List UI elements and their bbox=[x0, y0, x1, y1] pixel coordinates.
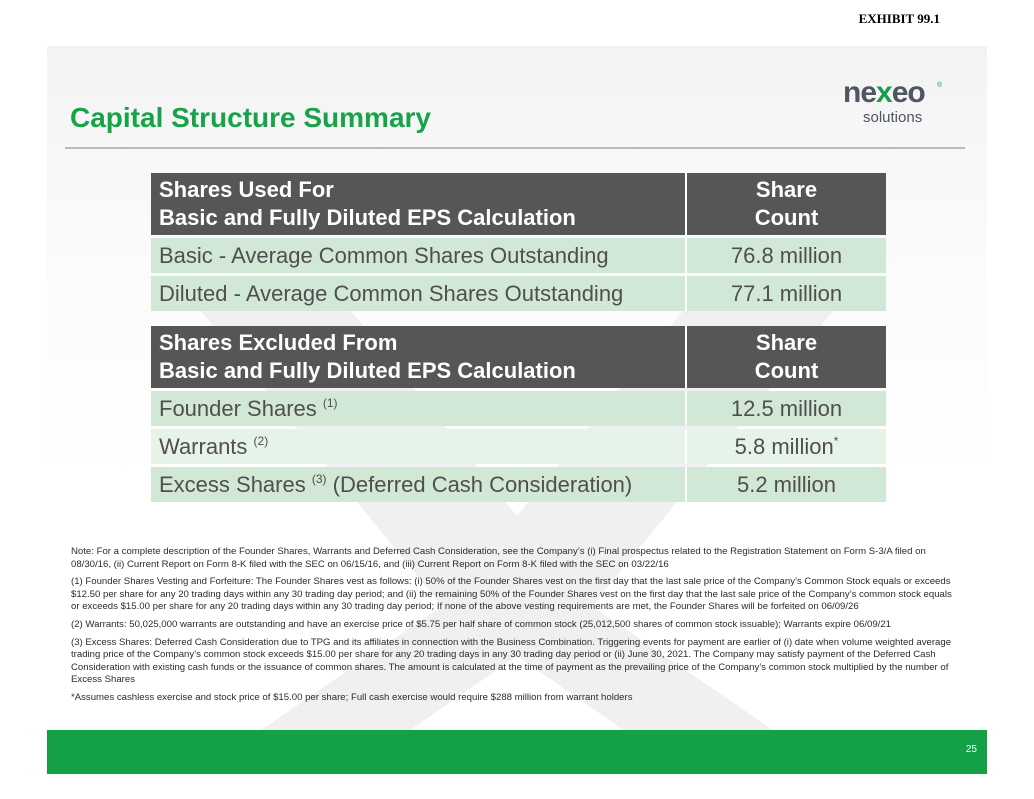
header-share-count: Share Count bbox=[685, 326, 886, 388]
table-header bbox=[151, 326, 886, 388]
header-description: Shares Excluded From Basic and Fully Diluted EPS Calculation bbox=[151, 326, 685, 388]
table-header bbox=[151, 173, 886, 235]
footnote-ref: (2) bbox=[253, 433, 269, 448]
exhibit-label: EXHIBIT 99.1 bbox=[858, 11, 940, 26]
row-value: 5.8 million* bbox=[685, 429, 886, 464]
row-label: Warrants $^{(2)}$ bbox=[151, 429, 685, 464]
company-logo bbox=[843, 76, 953, 126]
table-row bbox=[151, 391, 886, 426]
row-value: 77.1 million bbox=[685, 276, 886, 311]
table-row bbox=[151, 467, 886, 502]
logo-registered-mark: ® bbox=[937, 82, 943, 89]
footer-bar bbox=[47, 730, 987, 774]
row-value: 5.2 million bbox=[685, 467, 886, 502]
footnotes bbox=[71, 546, 956, 710]
note-assumption: *Assumes cashless exercise and stock price of $15.00 per share; Full cash exercise would require $288 million from warrant holders bbox=[71, 691, 633, 703]
row-label: Excess Shares $^{(3)}$ (Deferred Cash Consideration) bbox=[151, 467, 685, 502]
row-label: Basic - Average Common Shares Outstanding bbox=[151, 238, 685, 273]
logo-wordmark: nexeo bbox=[843, 76, 925, 109]
title-divider bbox=[65, 147, 965, 149]
header-description: Shares Used For Basic and Fully Diluted EPS Calculation bbox=[151, 173, 685, 235]
slide bbox=[47, 46, 987, 774]
shares-excluded-table bbox=[151, 323, 886, 505]
shares-used-table bbox=[151, 170, 886, 314]
note-excess-shares: (3) Excess Shares: Deferred Cash Consideration due to TPG and its affiliates in connection with the Business Combination. Triggering events for payment are earlier of (i) date when volume weighted average trading price of the Company’s common stock exceeds $15.00 per share for any 20 trading days in any 30 trading day period or (ii) June 30, 2021. The Company may satisfy payment of the Deferred Cash Consideration with existing cash funds or the issuance of common shares. The amount is calculated at the time of payment as the prevailing price of the Company’s common stock multiplied by the number of Excess Shares bbox=[71, 636, 952, 686]
table-row bbox=[151, 238, 886, 273]
footnote-ref: (3) bbox=[311, 471, 327, 486]
note-general: Note: For a complete description of the Founder Shares, Warrants and Deferred Cash Consideration, see the Company’s (i) Final prospectus related to the Registration Statement on Form S-3/A filed on 08/30/16, (ii) Current Report on Form 8-K filed with the SEC on 06/15/16, and (iii) Current Report on Form 8-K filed with the SEC on 03/22/16 bbox=[71, 546, 926, 570]
row-label: Diluted - Average Common Shares Outstanding bbox=[151, 276, 685, 311]
asterisk-ref: * bbox=[833, 433, 839, 448]
page-number: 25 bbox=[965, 744, 977, 755]
page-title: Capital Structure Summary bbox=[70, 102, 431, 133]
footnote-ref: (1) bbox=[322, 395, 338, 410]
row-value: 12.5 million bbox=[685, 391, 886, 426]
table-row bbox=[151, 429, 886, 464]
row-label: Founder Shares $^{(1)}$ bbox=[151, 391, 685, 426]
table-row bbox=[151, 276, 886, 311]
note-warrants: (2) Warrants: 50,025,000 warrants are outstanding and have an exercise price of $5.75 per half share of common stock (25,012,500 shares of common stock issuable); Warrants expire 06/09/21 bbox=[71, 618, 891, 630]
row-value: 76.8 million bbox=[685, 238, 886, 273]
header-share-count: Share Count bbox=[685, 173, 886, 235]
note-founder-shares: (1) Founder Shares Vesting and Forfeiture: The Founder Shares vest as follows: (i) 50% of the Founder Shares vest on the first day that the last sale price of the Company’s Common Stock equals or exceeds $12.50 per share for any 20 trading days within any 30 trading day period; and (ii) the remaining 50% of the Founder Shares vest on the first day that the last sale price of the Company’s common stock equals or exceeds $15.00 per share for any 20 trading days within any 30 trading day period; If none of the above vesting requirements are met, the Founder Shares will be forfeited on 06/09/26 bbox=[71, 576, 952, 613]
logo-tagline: solutions bbox=[863, 109, 923, 126]
